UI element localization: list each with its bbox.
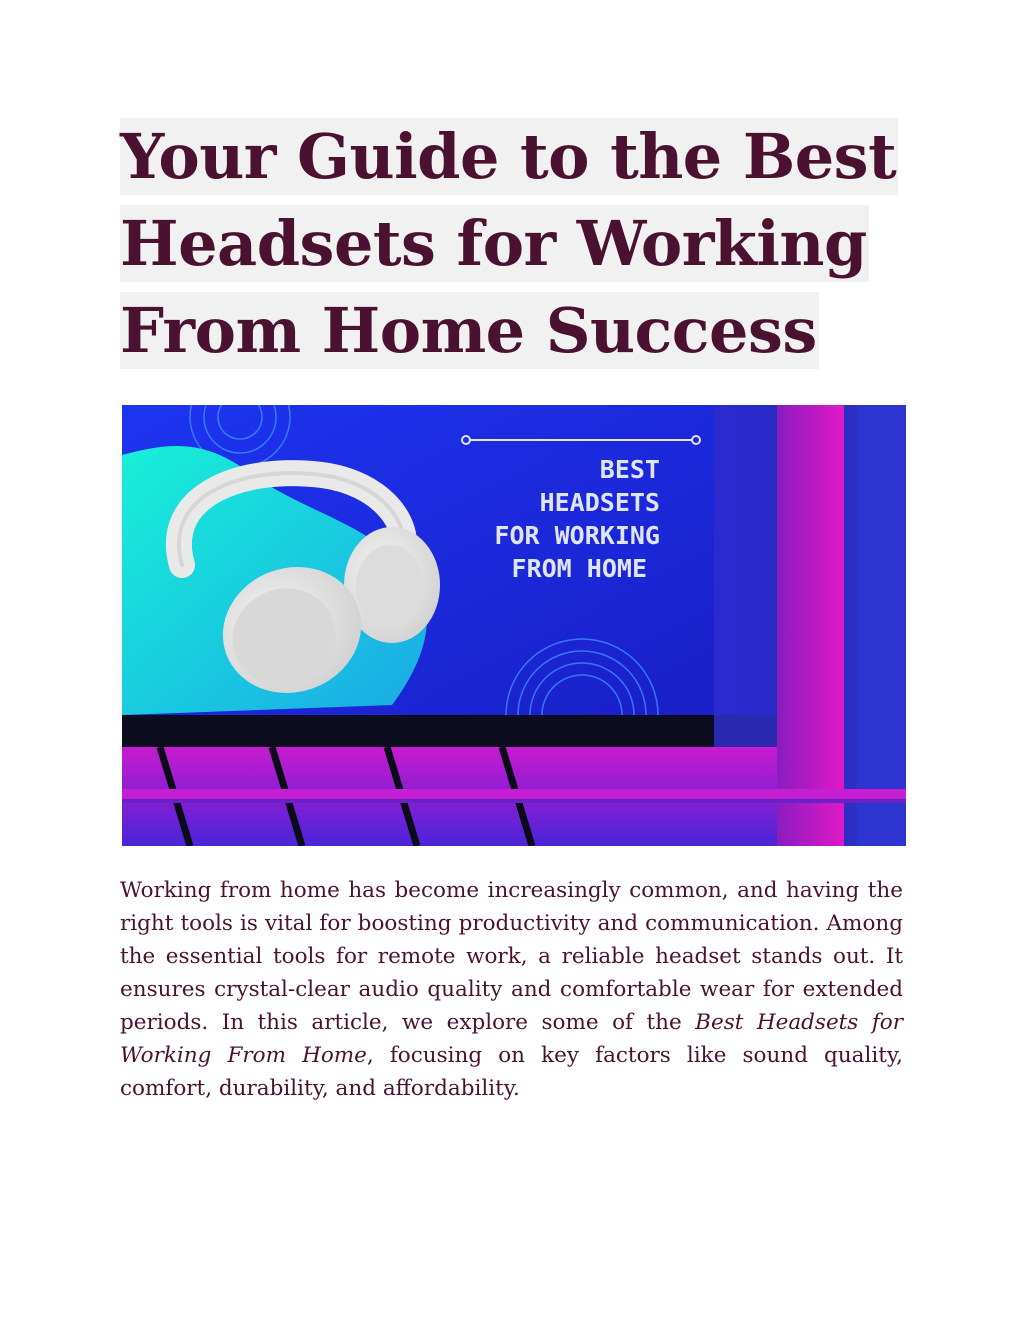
- hero-image: [122, 405, 906, 846]
- intro-emphasis: Best Headsets for Working From Home: [120, 1010, 904, 1068]
- intro-text-end: , focusing on key factors like sound quality, comfort, durability, and affordability.: [120, 1043, 903, 1101]
- title-line-3: From Home Success: [120, 294, 817, 367]
- hero-text-line-3: FOR WORKING: [494, 521, 660, 550]
- hero-text-line-1: BEST: [599, 455, 660, 484]
- page-title: [120, 118, 920, 379]
- hero-text-line-4: FROM HOME: [511, 554, 647, 583]
- hero-text-line-2: HEADSETS: [539, 488, 660, 517]
- intro-text-start: Working from home has become increasingly common, and having the right tools is vital for boosting productivity and communication. Among the essential tools for remote work, a reliable headset stands out. It ensures crystal-clear audio quality and comfortable wear for extended periods. In this article, we explore some of the: [120, 878, 903, 1035]
- title-line-2: Headsets for Working: [120, 207, 867, 280]
- intro-paragraph: [120, 874, 903, 1105]
- title-line-1: Your Guide to the Best: [120, 120, 897, 193]
